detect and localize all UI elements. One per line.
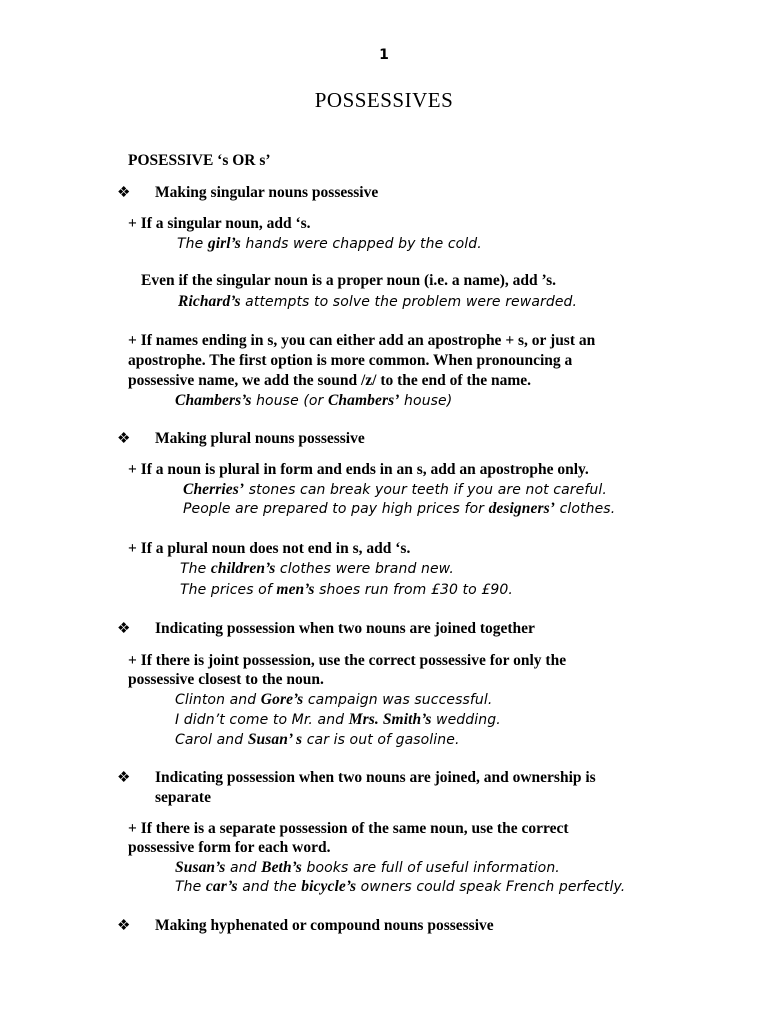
rule-separate-possession: possessive form for each word. xyxy=(128,839,331,856)
example-sentence: People are prepared to pay high prices for designers’ clothes. xyxy=(183,500,616,517)
example-sentence: Richard’s attempts to solve the problem were rewarded. xyxy=(178,293,578,310)
section-heading-plural: Making plural nouns possessive xyxy=(155,430,365,447)
example-sentence: Carol and Susan’ s car is out of gasoline. xyxy=(175,731,460,748)
section-heading-joint-possession: Indicating possession when two nouns are joined together xyxy=(155,620,535,637)
example-sentence: Clinton and Gore’s campaign was successful. xyxy=(175,691,493,708)
section-heading-separate-possession: Indicating possession when two nouns are joined, and ownership is xyxy=(155,769,596,786)
bullet-icon: ❖ xyxy=(117,185,131,201)
section-heading-singular: Making singular nouns possessive xyxy=(155,184,379,201)
example-sentence: Cherries’ stones can break your teeth if you are not careful. xyxy=(183,481,607,498)
example-sentence: The car’s and the bicycle’s owners could speak French perfectly. xyxy=(175,878,626,895)
page-number: 1 xyxy=(379,47,389,63)
rule-plural-no-s: + If a plural noun does not end in s, add ‘s. xyxy=(128,540,411,557)
rule-plural-s: + If a noun is plural in form and ends in an s, add an apostrophe only. xyxy=(128,461,589,478)
rule-proper-noun: Even if the singular noun is a proper noun (i.e. a name), add ’s. xyxy=(141,272,556,289)
bullet-icon: ❖ xyxy=(117,621,131,637)
rule-separate-possession: + If there is a separate possession of the same noun, use the correct xyxy=(128,820,569,837)
example-sentence: The prices of men’s shoes run from £30 to £90. xyxy=(180,581,513,598)
bullet-icon: ❖ xyxy=(117,918,131,934)
bullet-icon: ❖ xyxy=(117,431,131,447)
bullet-icon: ❖ xyxy=(117,770,131,786)
rule-joint-possession: possessive closest to the noun. xyxy=(128,671,324,688)
example-sentence: Chambers’s house (or Chambers’ house) xyxy=(175,392,453,409)
rule-names-ending-s: + If names ending in s, you can either add an apostrophe + s, or just an xyxy=(128,332,596,349)
rule-joint-possession: + If there is joint possession, use the correct possessive for only the xyxy=(128,652,567,669)
example-sentence: The children’s clothes were brand new. xyxy=(180,560,454,577)
rule-singular: + If a singular noun, add ‘s. xyxy=(128,215,311,232)
example-sentence: Susan’s and Beth’s books are full of useful information. xyxy=(175,859,560,876)
example-sentence: The girl’s hands were chapped by the cold. xyxy=(177,235,482,252)
rule-names-ending-s: apostrophe. The first option is more common. When pronouncing a xyxy=(128,352,573,369)
example-sentence: I didn’t come to Mr. and Mrs. Smith’s wedding. xyxy=(175,711,501,728)
rule-names-ending-s: possessive name, we add the sound /z/ to the end of the name. xyxy=(128,372,532,389)
subheading: POSESSIVE ‘s OR s’ xyxy=(128,152,271,169)
section-heading-compound-nouns: Making hyphenated or compound nouns possessive xyxy=(155,917,494,934)
page-title: POSSESSIVES xyxy=(314,88,454,112)
section-heading-separate-possession: separate xyxy=(155,789,211,806)
